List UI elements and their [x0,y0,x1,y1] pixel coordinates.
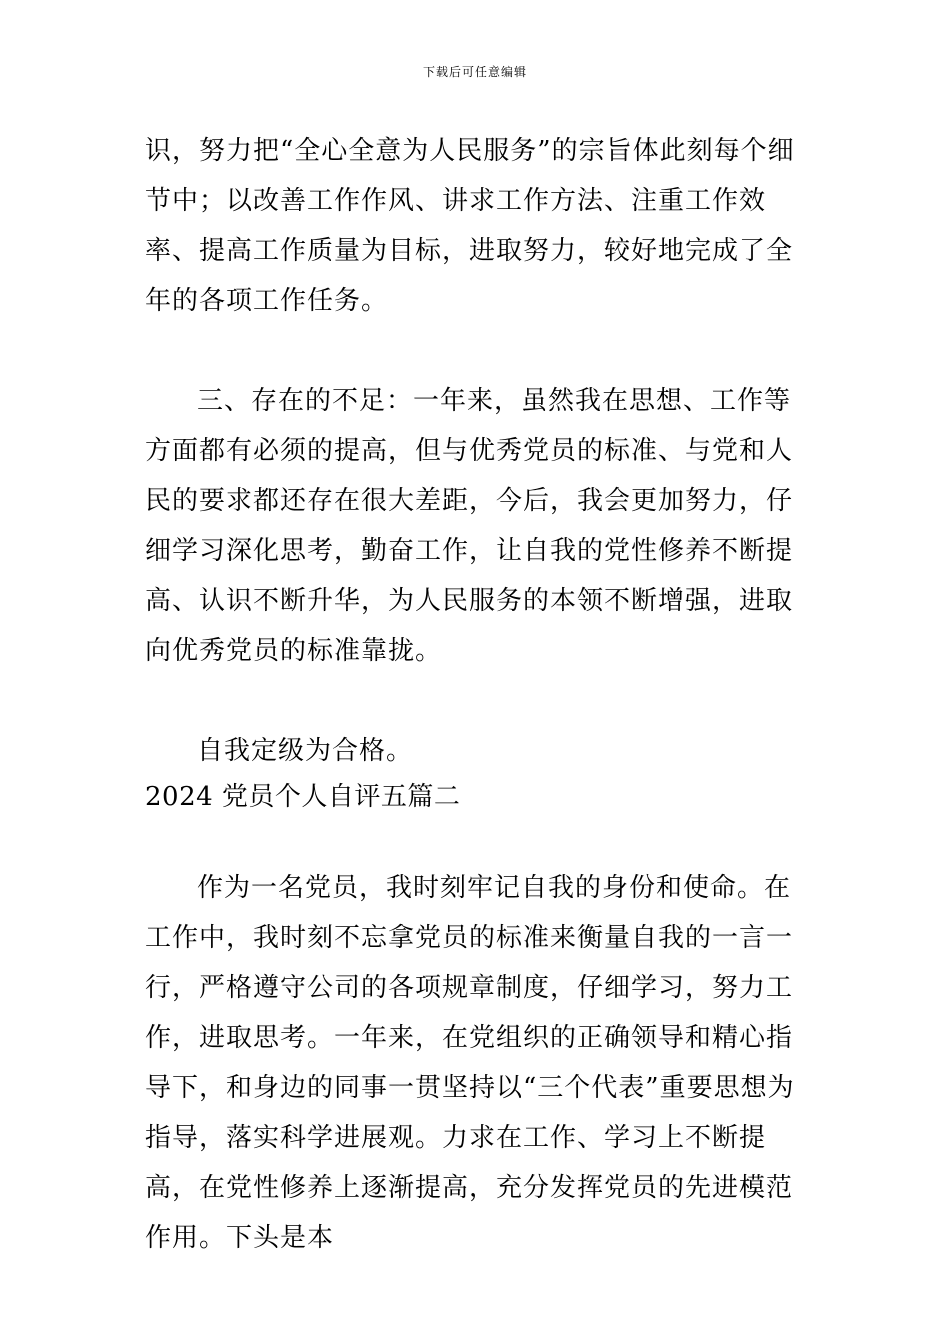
paragraph-shortcomings: 三、存在的不足：一年来，虽然我在思想、工作等方面都有必须的提高，但与优秀党员的标准、与党和人民的要求都还存在很大差距，今后，我会更加努力，仔细学习深化思考，勤奋工作，让自我的党性修养不断提高、认识不断升华，为人民服务的本领不断增强，进取向优秀党员的标准靠拢。 [145,386,794,666]
paragraph-work-summary: 识，努力把“全心全意为人民服务”的宗旨体此刻每个细节中；以改善工作作风、讲求工作方法、注重工作效率、提高工作质量为目标，进取努力，较好地完成了全年的各项工作任务。 [145,136,795,316]
document-body [145,126,810,1263]
section-title: 2024 党员个人自评五篇二 [145,782,461,812]
paragraph-self-rating: 自我定级为合格。 [197,736,414,766]
paragraph-party-member-intro: 作为一名党员，我时刻牢记自我的身份和使命。在工作中，我时刻不忘拿党员的标准来衡量自我的一言一行，严格遵守公司的各项规章制度，仔细学习，努力工作，进取思考。一年来，在党组织的正确领导和精心指导下，和身边的同事一贯坚持以“三个代表”重要思想为指导，落实科学进展观。力求在工作、学习上不断提高，在党性修养上逐渐提高，充分发挥党员的先进模范作用。下头是本 [145,873,795,1253]
paragraph-gap [145,818,810,863]
paragraph-gap [145,326,810,376]
page-header: 下载后可任意编辑 [422,65,527,79]
paragraph-gap [145,676,810,726]
